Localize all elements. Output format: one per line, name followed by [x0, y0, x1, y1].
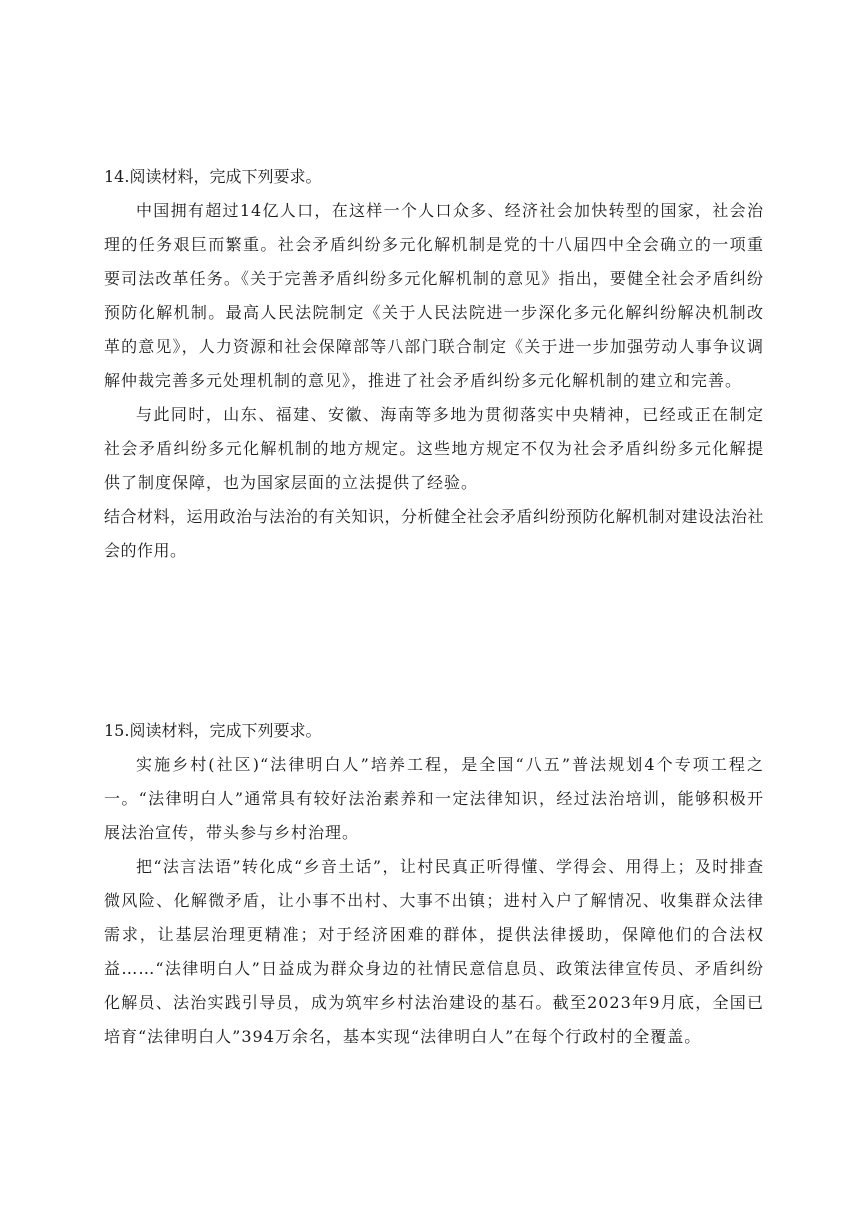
question-14-material-paragraph-1: 中国拥有超过14亿人口，在这样一个人口众多、经济社会加快转型的国家，社会治理的任务艰巨而繁重。社会矛盾纠纷多元化解机制是党的十八届四中全会确立的一项重要司法改革任务。《关于完善矛盾纠纷多元化解机制的意见》指出，要健全社会矛盾纠纷预防化解机制。最高人民法院制定《关于人民法院进一步深化多元化解纠纷解决机制改革的意见》，人力资源和社会保障部等八部门联合制定《关于进一步加强劳动人事争议调解仲裁完善多元处理机制的意见》，推进了社会矛盾纠纷多元化解机制的建立和完善。	[104, 201, 764, 390]
question-15	[104, 714, 764, 1054]
question-15-material-paragraph-1: 实施乡村(社区)“法律明白人”培养工程，是全国“八五”普法规划4个专项工程之一。“法律明白人”通常具有较好法治素养和一定法律知识，经过法治培训，能够积极开展法治宣传，带头参与乡村治理。	[104, 755, 764, 842]
question-15-title: 15.阅读材料，完成下列要求。	[104, 721, 322, 740]
question-15-material-paragraph-2: 把“法言法语”转化成“乡音土话”，让村民真正听得懂、学得会、用得上；及时排查微风险、化解微矛盾，让小事不出村、大事不出镇；进村入户了解情况、收集群众法律需求，让基层治理更精准；对于经济困难的群体，提供法律援助，保障他们的合法权益……“法律明白人”日益成为群众身边的社情民意信息员、政策法律宣传员、矛盾纠纷化解员、法治实践引导员，成为筑牢乡村法治建设的基石。截至2023年9月底，全国已培育“法律明白人”394万余名，基本实现“法律明白人”在每个行政村的全覆盖。	[104, 857, 764, 1046]
question-14-material-paragraph-2: 与此同时，山东、福建、安徽、海南等多地为贯彻落实中央精神，已经或正在制定社会矛盾纠纷多元化解机制的地方规定。这些地方规定不仅为社会矛盾纠纷多元化解提供了制度保障，也为国家层面的立法提供了经验。	[104, 405, 764, 492]
question-14-task: 结合材料，运用政治与法治的有关知识，分析健全社会矛盾纠纷预防化解机制对建设法治社会的作用。	[104, 507, 765, 560]
question-14	[104, 160, 764, 568]
question-14-title: 14.阅读材料，完成下列要求。	[104, 167, 322, 186]
